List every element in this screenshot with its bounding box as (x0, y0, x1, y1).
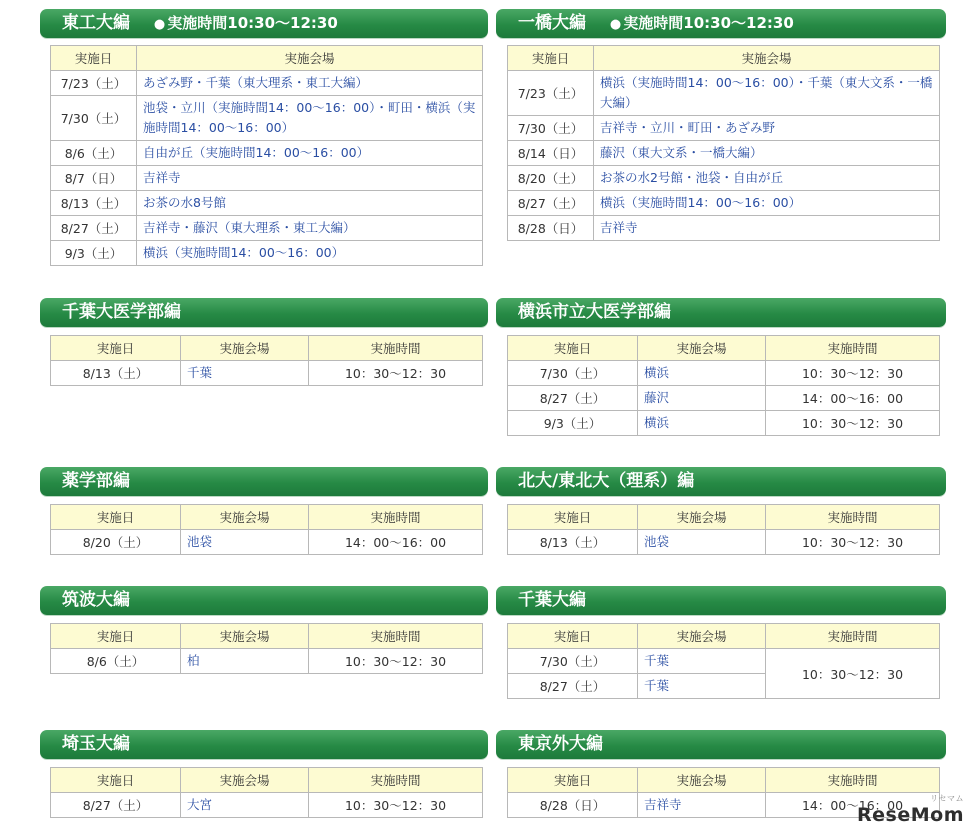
table-row (51, 191, 483, 216)
date-cell: 9/3（土） (51, 241, 137, 266)
column-header-venue: 実施会場 (638, 768, 766, 793)
section-title: 埼玉大編 (62, 734, 130, 754)
watermark-text: ReseMom (857, 804, 964, 826)
column-header-date: 実施日 (508, 624, 638, 649)
time-cell: 10：30〜12：30 (766, 530, 940, 555)
column-header-date: 実施日 (508, 336, 638, 361)
column-header-date: 実施日 (51, 336, 181, 361)
venue-link[interactable]: 吉祥寺・藤沢（東大理系・東工大編） (137, 216, 483, 241)
date-cell: 8/27（土） (51, 216, 137, 241)
date-cell: 8/7（日） (51, 166, 137, 191)
table-header-row (51, 768, 483, 793)
date-cell: 8/20（土） (51, 530, 181, 555)
section-title: 東工大編 (62, 13, 130, 33)
section-header (40, 298, 488, 327)
table-header-row (51, 46, 483, 71)
date-cell: 8/13（土） (51, 361, 181, 386)
venue-link[interactable]: 横浜（実施時間14：00〜16：00） (594, 191, 940, 216)
column-header-date: 実施日 (51, 768, 181, 793)
date-cell: 7/30（土） (508, 649, 638, 674)
table-row (51, 141, 483, 166)
column-header-time: 実施時間 (766, 505, 940, 530)
time-cell: 14：00〜16：00 (766, 793, 940, 818)
column-header-time: 実施時間 (766, 624, 940, 649)
schedule-table-yokohama-med (507, 335, 940, 436)
bullet-icon: ● (153, 17, 166, 32)
venue-link[interactable]: 大宮 (181, 793, 309, 818)
schedule-table-hokudai-tohoku (507, 504, 940, 555)
section-title: 一橋大編 (518, 13, 586, 33)
table-row (51, 241, 483, 266)
column-header-time: 実施時間 (309, 768, 483, 793)
time-note-text: 実施時間10:30〜12:30 (623, 14, 794, 32)
watermark-small-text: リセマム (930, 794, 964, 803)
schedule-table-saitama (50, 767, 483, 818)
bullet-icon: ● (609, 17, 622, 32)
date-cell: 8/20（土） (508, 166, 594, 191)
section-chiba-med (40, 298, 488, 327)
table-row (51, 166, 483, 191)
column-header-venue: 実施会場 (181, 505, 309, 530)
section-pharmacy (40, 467, 488, 496)
column-header-venue: 実施会場 (181, 768, 309, 793)
time-note (154, 14, 338, 32)
date-cell: 8/27（土） (508, 191, 594, 216)
venue-link[interactable]: 柏 (181, 649, 309, 674)
column-header-venue: 実施会場 (594, 46, 940, 71)
section-header (496, 467, 946, 496)
venue-link[interactable]: 池袋 (638, 530, 766, 555)
date-cell: 8/28（日） (508, 216, 594, 241)
schedule-table-chiba (507, 623, 940, 699)
column-header-date: 実施日 (51, 505, 181, 530)
table-row (508, 649, 940, 674)
section-chiba (496, 586, 946, 615)
schedule-table-chiba-med (50, 335, 483, 386)
table-header-row (508, 46, 940, 71)
table-row (51, 96, 483, 141)
venue-link[interactable]: 自由が丘（実施時間14：00〜16：00） (137, 141, 483, 166)
date-cell: 8/14（日） (508, 141, 594, 166)
date-cell: 8/6（土） (51, 141, 137, 166)
venue-link[interactable]: あざみ野・千葉（東大理系・東工大編） (137, 71, 483, 96)
column-header-time: 実施時間 (309, 505, 483, 530)
table-row (508, 530, 940, 555)
date-cell: 7/30（土） (51, 96, 137, 141)
resemom-watermark-logo (857, 794, 964, 826)
section-title: 北大/東北大（理系）編 (518, 471, 695, 491)
venue-link[interactable]: お茶の水8号館 (137, 191, 483, 216)
column-header-time: 実施時間 (309, 336, 483, 361)
table-row (51, 361, 483, 386)
venue-link[interactable]: 千葉 (181, 361, 309, 386)
column-header-time: 実施時間 (766, 336, 940, 361)
venue-link[interactable]: 横浜（実施時間14：00〜16：00）・千葉（東大文系・一橋大編） (594, 71, 940, 116)
date-cell: 8/13（土） (51, 191, 137, 216)
section-saitama (40, 730, 488, 759)
date-cell: 9/3（土） (508, 411, 638, 436)
column-header-venue: 実施会場 (181, 336, 309, 361)
venue-link[interactable]: 横浜 (638, 361, 766, 386)
date-cell: 7/30（土） (508, 116, 594, 141)
time-cell: 10：30〜12：30 (309, 361, 483, 386)
time-cell: 10：30〜12：30 (766, 411, 940, 436)
time-cell: 10：30〜12：30 (766, 649, 940, 699)
column-header-venue: 実施会場 (638, 336, 766, 361)
section-title: 千葉大医学部編 (62, 302, 181, 322)
venue-link[interactable]: 千葉 (638, 649, 766, 674)
schedule-table-pharmacy (50, 504, 483, 555)
column-header-venue: 実施会場 (181, 624, 309, 649)
venue-link[interactable]: 横浜（実施時間14：00〜16：00） (137, 241, 483, 266)
section-header (40, 730, 488, 759)
time-cell: 14：00〜16：00 (766, 386, 940, 411)
date-cell: 7/23（土） (508, 71, 594, 116)
table-row (508, 166, 940, 191)
venue-link[interactable]: お茶の水2号館・池袋・自由が丘 (594, 166, 940, 191)
section-title: 薬学部編 (62, 471, 130, 491)
column-header-date: 実施日 (51, 624, 181, 649)
time-note-text: 実施時間10:30〜12:30 (167, 14, 338, 32)
venue-link[interactable]: 藤沢 (638, 386, 766, 411)
section-hitotsubashi (496, 9, 946, 38)
column-header-date: 実施日 (508, 505, 638, 530)
column-header-date: 実施日 (51, 46, 137, 71)
section-tsukuba (40, 586, 488, 615)
time-cell: 10：30〜12：30 (309, 649, 483, 674)
date-cell: 8/27（土） (51, 793, 181, 818)
table-row (508, 411, 940, 436)
table-row (51, 530, 483, 555)
table-row (51, 216, 483, 241)
time-cell: 10：30〜12：30 (766, 361, 940, 386)
table-row (508, 191, 940, 216)
section-header (40, 9, 488, 38)
venue-link[interactable]: 池袋・立川（実施時間14：00〜16：00）・町田・横浜（実施時間14：00〜16：00） (137, 96, 483, 141)
column-header-venue: 実施会場 (638, 505, 766, 530)
venue-link[interactable]: 藤沢（東大文系・一橋大編） (594, 141, 940, 166)
table-row (51, 71, 483, 96)
table-header-row (51, 336, 483, 361)
section-hokudai-tohoku (496, 467, 946, 496)
column-header-venue: 実施会場 (638, 624, 766, 649)
column-header-date: 実施日 (508, 768, 638, 793)
table-header-row (51, 624, 483, 649)
section-header (496, 298, 946, 327)
venue-link[interactable]: 吉祥寺 (594, 216, 940, 241)
column-header-venue: 実施会場 (137, 46, 483, 71)
date-cell: 8/27（土） (508, 674, 638, 699)
venue-link[interactable]: 横浜 (638, 411, 766, 436)
column-header-date: 実施日 (508, 46, 594, 71)
venue-link[interactable]: 千葉 (638, 674, 766, 699)
table-header-row (51, 505, 483, 530)
table-header-row (508, 505, 940, 530)
section-header (40, 586, 488, 615)
section-header (496, 586, 946, 615)
venue-link[interactable]: 吉祥寺 (638, 793, 766, 818)
table-header-row (508, 624, 940, 649)
venue-link[interactable]: 吉祥寺・立川・町田・あざみ野 (594, 116, 940, 141)
section-tufs (496, 730, 946, 759)
section-title: 筑波大編 (62, 590, 130, 610)
table-row (508, 141, 940, 166)
table-row (508, 216, 940, 241)
table-row (508, 71, 940, 116)
date-cell: 8/27（土） (508, 386, 638, 411)
table-row (508, 386, 940, 411)
section-header (40, 467, 488, 496)
date-cell: 7/30（土） (508, 361, 638, 386)
date-cell: 8/13（土） (508, 530, 638, 555)
date-cell: 8/28（日） (508, 793, 638, 818)
venue-link[interactable]: 吉祥寺 (137, 166, 483, 191)
table-row (51, 793, 483, 818)
time-note (610, 14, 794, 32)
section-yokohama-med (496, 298, 946, 327)
column-header-time: 実施時間 (766, 768, 940, 793)
table-header-row (508, 336, 940, 361)
table-row (51, 649, 483, 674)
section-header (496, 9, 946, 38)
time-cell: 14：00〜16：00 (309, 530, 483, 555)
table-row (508, 361, 940, 386)
section-header (496, 730, 946, 759)
schedule-table-todai-tech (50, 45, 483, 266)
date-cell: 7/23（土） (51, 71, 137, 96)
section-title: 東京外大編 (518, 734, 603, 754)
section-title: 横浜市立大医学部編 (518, 302, 671, 322)
schedule-table-hitotsubashi (507, 45, 940, 241)
venue-link[interactable]: 池袋 (181, 530, 309, 555)
column-header-time: 実施時間 (309, 624, 483, 649)
section-title: 千葉大編 (518, 590, 586, 610)
date-cell: 8/6（土） (51, 649, 181, 674)
table-row (508, 116, 940, 141)
time-cell: 10：30〜12：30 (309, 793, 483, 818)
table-header-row (508, 768, 940, 793)
section-todai-tech (40, 9, 488, 38)
schedule-table-tsukuba (50, 623, 483, 674)
